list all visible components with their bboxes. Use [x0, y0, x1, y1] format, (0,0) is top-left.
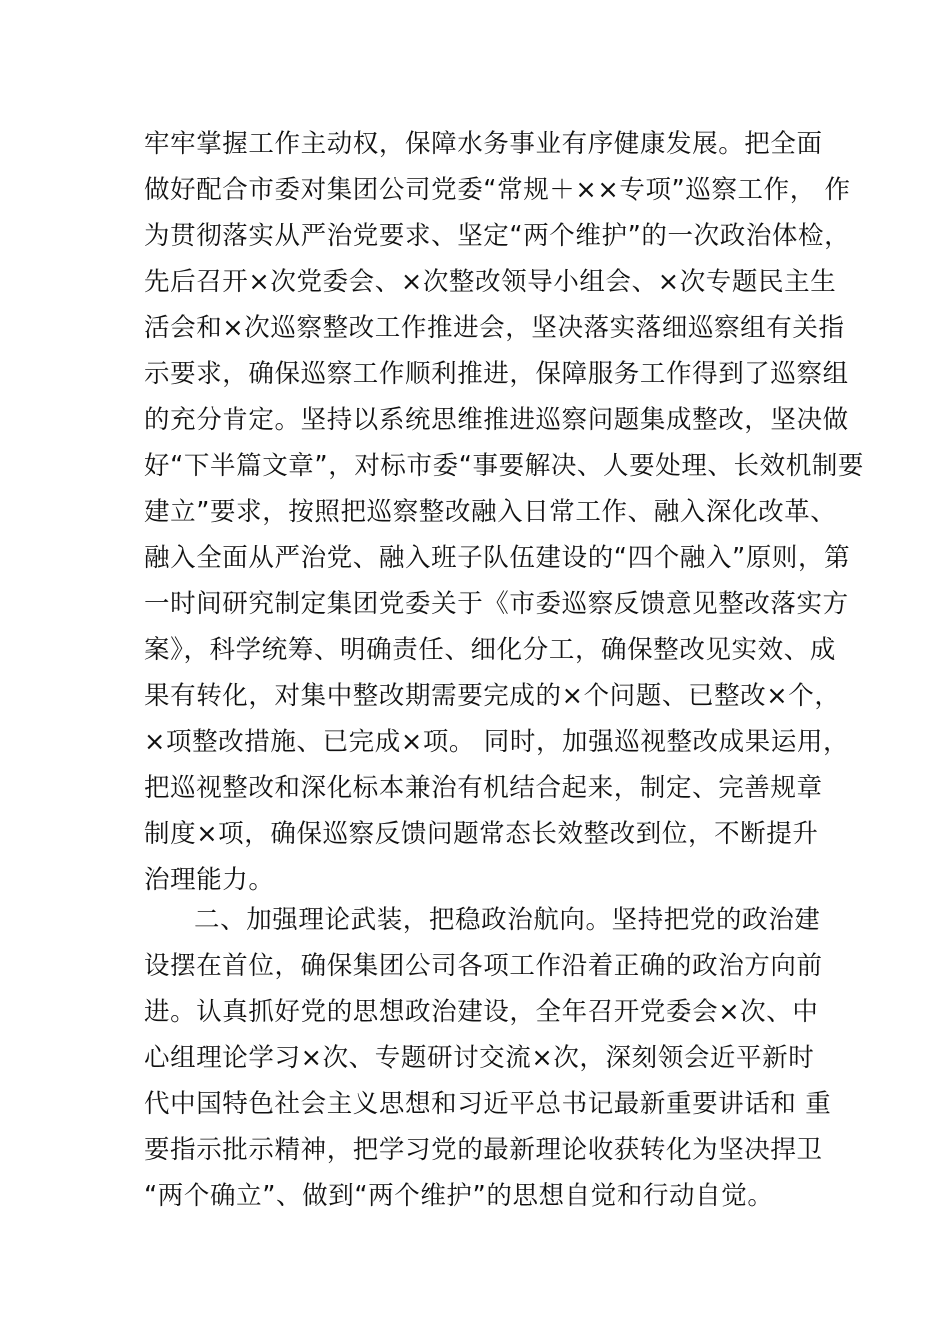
text-line: 活会和×次巡察整改工作推进会，坚决落实落细巡察组有关指 — [144, 313, 845, 343]
text-line: 心组理论学习×次、专题研讨交流×次，深刻领会近平新时 — [144, 1043, 815, 1073]
section-heading-line: 二、加强理论武装，把稳政治航向。坚持把党的政治建 — [194, 905, 821, 935]
text-line: 设摆在首位，确保集团公司各项工作沿着正确的政治方向前 — [144, 951, 823, 981]
text-line: 治理能力。 — [144, 865, 275, 895]
text-line: 建立”要求，按照把巡察整改融入日常工作、融入深化改革、 — [144, 497, 837, 527]
text-line: 示要求，确保巡察工作顺利推进，保障服务工作得到了巡察组 — [144, 359, 849, 389]
text-line: 制度×项，确保巡察反馈问题常态长效整改到位，不断提升 — [144, 819, 819, 849]
text-line: 代中国特色社会主义思想和习近平总书记最新重要讲话和 重 — [144, 1089, 832, 1119]
text-line: 要指示批示精神，把学习党的最新理论收获转化为坚决捍卫 — [144, 1135, 823, 1165]
paragraph-theory-armament — [144, 897, 832, 1219]
text-line: 融入全面从严治党、融入班子队伍建设的“四个融入”原则，第 — [144, 543, 851, 573]
text-line: 做好配合市委对集团公司党委“常规＋××专项”巡察工作， 作 — [144, 175, 851, 205]
text-line: 果有转化，对集中整改期需要完成的×个问题、已整改×个， — [144, 681, 841, 711]
text-line: 牢牢掌握工作主动权，保障水务事业有序健康发展。把全面 — [144, 129, 823, 159]
text-line: 进。认真抓好党的思想政治建设，全年召开党委会×次、中 — [144, 997, 819, 1027]
text-line: 为贯彻落实从严治党要求、坚定“两个维护”的一次政治体检， — [144, 221, 851, 251]
text-line: 先后召开×次党委会、×次整改领导小组会、×次专题民主生 — [144, 267, 837, 297]
paragraph-inspection-rectification — [144, 121, 865, 903]
text-line: ×项整改措施、已完成×项。 同时，加强巡视整改成果运用， — [144, 727, 850, 757]
text-line: 的充分肯定。坚持以系统思维推进巡察问题集成整改，坚决做 — [144, 405, 849, 435]
text-line: 把巡视整改和深化标本兼治有机结合起来，制定、完善规章 — [144, 773, 823, 803]
text-line: 案》，科学统筹、明确责任、细化分工，确保整改见实效、成 — [144, 635, 836, 665]
text-line: 好“下半篇文章”，对标市委“事要解决、人要处理、长效机制要 — [144, 451, 865, 481]
text-line: “两个确立”、做到“两个维护”的思想自觉和行动自觉。 — [144, 1181, 774, 1211]
text-line: 一时间研究制定集团党委关于《市委巡察反馈意见整改落实方 — [144, 589, 849, 619]
